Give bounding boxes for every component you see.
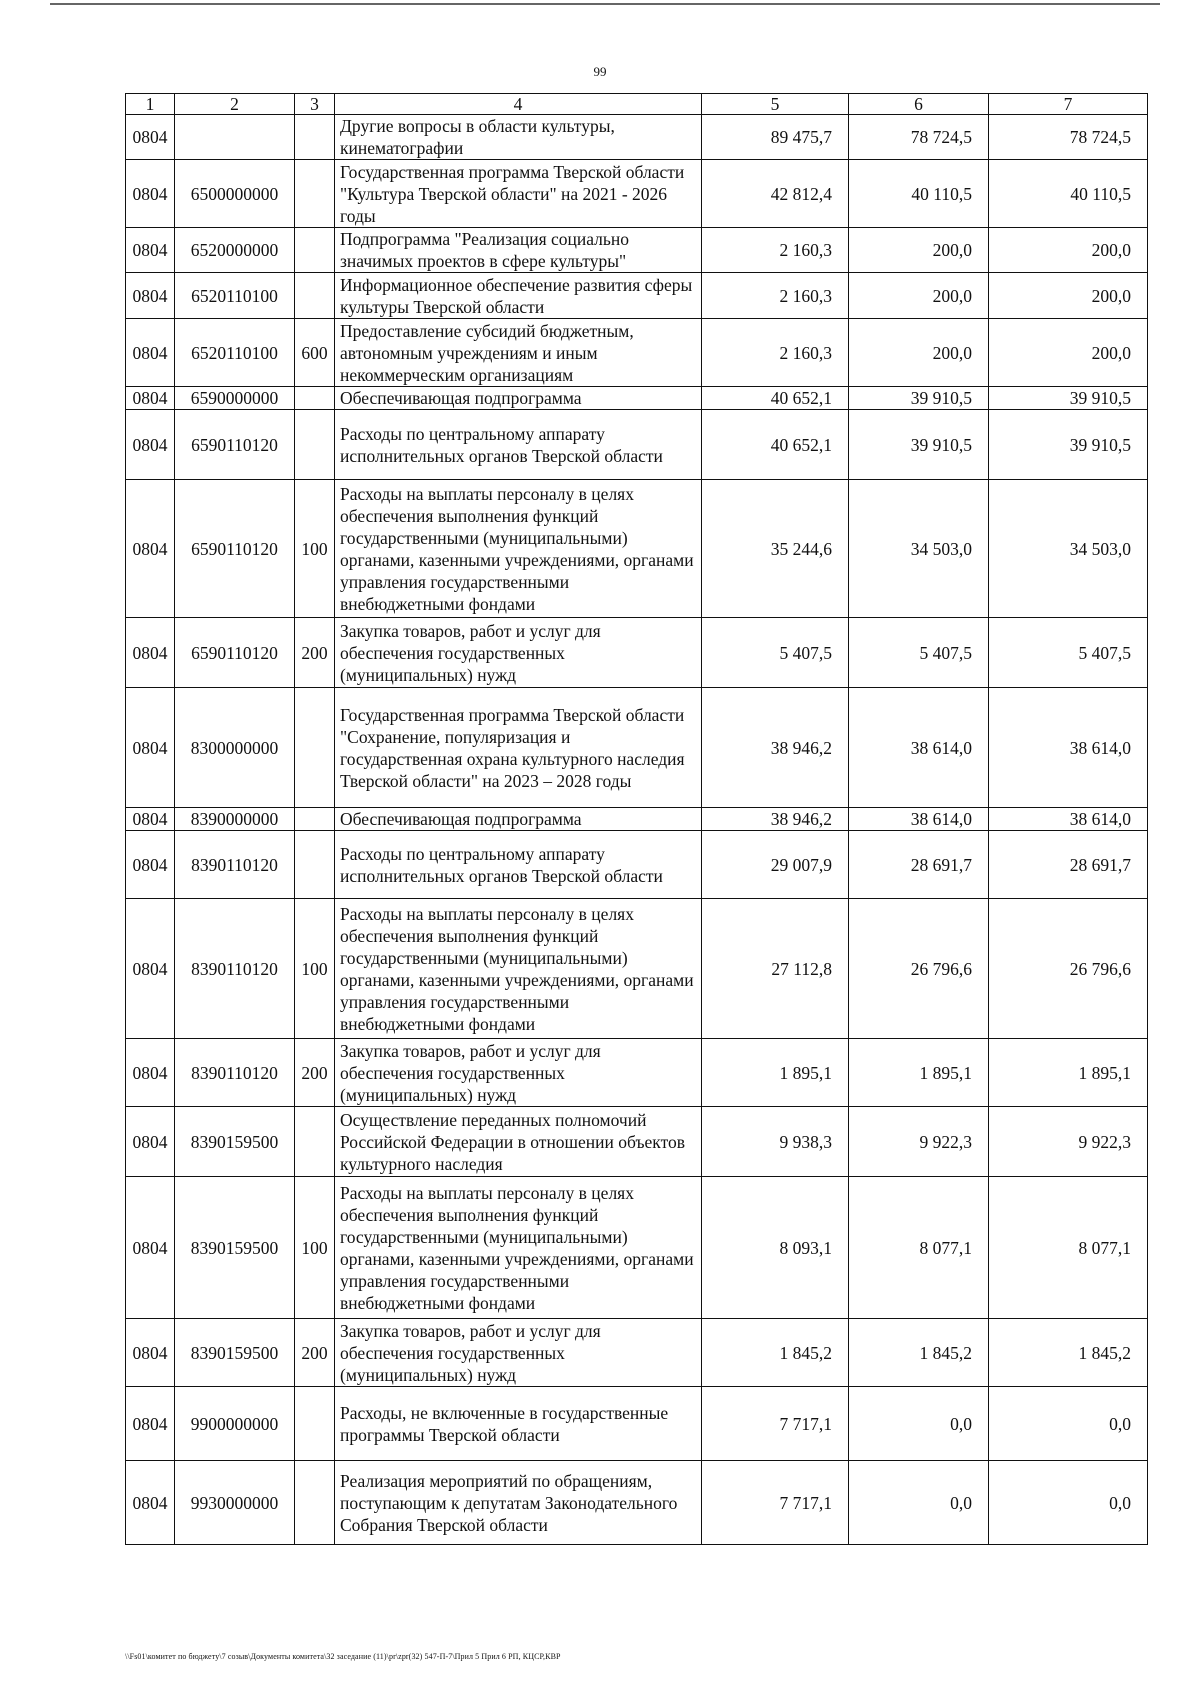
table-row [126,1177,1148,1319]
amount-col6: 1 895,1 [849,1039,989,1107]
item-name: Предоставление субсидий бюджетным, автономным учреждениям и иным некоммерческим организациям [335,319,702,387]
expense-type-code: 100 [295,1177,335,1319]
amount-col7: 40 110,5 [989,160,1148,228]
target-article-code: 6500000000 [175,160,295,228]
amount-col5: 8 093,1 [702,1177,849,1319]
section-code: 0804 [126,1461,175,1545]
file-path-footer: \\Fs01\комитет по бюджету\7 созыв\Документы комитета\32 заседание (11)\pr\zpr(32) 547-П-7\Прил 5 Прил 6 РП, КЦСР,КВР [125,1652,561,1661]
target-article-code: 8390159500 [175,1319,295,1387]
item-name: Расходы на выплаты персоналу в целях обеспечения выполнения функций государственными (муниципальными) органами, казенными учреждениями, органами управления государственными внебюджетными фондами [335,480,702,618]
amount-col5: 2 160,3 [702,228,849,273]
expense-type-code: 100 [295,899,335,1039]
amount-col5: 1 845,2 [702,1319,849,1387]
amount-col5: 29 007,9 [702,831,849,899]
target-article-code: 8390159500 [175,1177,295,1319]
section-code: 0804 [126,1107,175,1177]
amount-col6: 40 110,5 [849,160,989,228]
table-row [126,831,1148,899]
item-name: Осуществление переданных полномочий Российской Федерации в отношении объектов культурного наследия [335,1107,702,1177]
expense-type-code: 600 [295,319,335,387]
amount-col7: 39 910,5 [989,410,1148,480]
amount-col7: 9 922,3 [989,1107,1148,1177]
expense-type-code [295,831,335,899]
column-header: 1 [126,94,175,115]
table-row [126,319,1148,387]
amount-col5: 5 407,5 [702,618,849,688]
table-row [126,115,1148,160]
amount-col6: 200,0 [849,319,989,387]
table-row [126,228,1148,273]
expense-type-code [295,1387,335,1461]
item-name: Расходы по центральному аппарату исполнительных органов Тверской области [335,831,702,899]
item-name: Закупка товаров, работ и услуг для обеспечения государственных (муниципальных) нужд [335,1319,702,1387]
table-row [126,1039,1148,1107]
amount-col5: 38 946,2 [702,808,849,831]
table-row [126,618,1148,688]
section-code: 0804 [126,480,175,618]
amount-col7: 8 077,1 [989,1177,1148,1319]
amount-col7: 200,0 [989,228,1148,273]
amount-col5: 27 112,8 [702,899,849,1039]
table-row [126,1387,1148,1461]
item-name: Государственная программа Тверской области "Сохранение, популяризация и государственная охрана культурного наследия Тверской области" на 2023 – 2028 годы [335,688,702,808]
section-code: 0804 [126,899,175,1039]
expense-type-code [295,808,335,831]
amount-col6: 1 845,2 [849,1319,989,1387]
column-header: 5 [702,94,849,115]
amount-col6: 200,0 [849,228,989,273]
amount-col6: 5 407,5 [849,618,989,688]
target-article-code: 6590000000 [175,387,295,410]
target-article-code: 8390110120 [175,899,295,1039]
expense-type-code: 200 [295,1039,335,1107]
target-article-code: 8390110120 [175,1039,295,1107]
item-name: Подпрограмма "Реализация социально значимых проектов в сфере культуры" [335,228,702,273]
target-article-code: 6590110120 [175,618,295,688]
expense-type-code [295,273,335,319]
item-name: Расходы на выплаты персоналу в целях обеспечения выполнения функций государственными (муниципальными) органами, казенными учреждениями, органами управления государственными внебюджетными фондами [335,1177,702,1319]
expense-type-code [295,1107,335,1177]
amount-col7: 200,0 [989,273,1148,319]
item-name: Закупка товаров, работ и услуг для обеспечения государственных (муниципальных) нужд [335,618,702,688]
item-name: Расходы по центральному аппарату исполнительных органов Тверской области [335,410,702,480]
amount-col7: 26 796,6 [989,899,1148,1039]
amount-col6: 8 077,1 [849,1177,989,1319]
amount-col6: 200,0 [849,273,989,319]
expense-type-code [295,228,335,273]
table-row [126,1461,1148,1545]
section-code: 0804 [126,273,175,319]
expense-type-code: 200 [295,618,335,688]
section-code: 0804 [126,808,175,831]
expense-type-code [295,387,335,410]
target-article-code: 8390159500 [175,1107,295,1177]
section-code: 0804 [126,1319,175,1387]
target-article-code: 9930000000 [175,1461,295,1545]
amount-col6: 28 691,7 [849,831,989,899]
amount-col5: 9 938,3 [702,1107,849,1177]
section-code: 0804 [126,160,175,228]
amount-col7: 1 845,2 [989,1319,1148,1387]
item-name: Информационное обеспечение развития сферы культуры Тверской области [335,273,702,319]
amount-col7: 1 895,1 [989,1039,1148,1107]
section-code: 0804 [126,228,175,273]
section-code: 0804 [126,831,175,899]
expense-type-code: 200 [295,1319,335,1387]
section-code: 0804 [126,410,175,480]
target-article-code: 8390110120 [175,831,295,899]
section-code: 0804 [126,1387,175,1461]
target-article-code: 6590110120 [175,480,295,618]
amount-col7: 0,0 [989,1461,1148,1545]
target-article-code: 8300000000 [175,688,295,808]
amount-col6: 34 503,0 [849,480,989,618]
column-header: 3 [295,94,335,115]
expense-type-code [295,160,335,228]
item-name: Расходы, не включенные в государственные программы Тверской области [335,1387,702,1461]
amount-col7: 34 503,0 [989,480,1148,618]
target-article-code: 6590110120 [175,410,295,480]
amount-col7: 38 614,0 [989,808,1148,831]
column-header: 4 [335,94,702,115]
target-article-code: 8390000000 [175,808,295,831]
table-row [126,273,1148,319]
amount-col7: 38 614,0 [989,688,1148,808]
column-header: 7 [989,94,1148,115]
section-code: 0804 [126,1039,175,1107]
target-article-code: 6520000000 [175,228,295,273]
amount-col6: 0,0 [849,1387,989,1461]
item-name: Обеспечивающая подпрограмма [335,808,702,831]
amount-col6: 38 614,0 [849,688,989,808]
item-name: Расходы на выплаты персоналу в целях обеспечения выполнения функций государственными (муниципальными) органами, казенными учреждениями, органами управления государственными внебюджетными фондами [335,899,702,1039]
column-header: 6 [849,94,989,115]
table-row [126,160,1148,228]
item-name: Реализация мероприятий по обращениям, поступающим к депутатам Законодательного Собрания Тверской области [335,1461,702,1545]
budget-table [125,93,1148,1545]
column-header: 2 [175,94,295,115]
amount-col5: 7 717,1 [702,1461,849,1545]
amount-col6: 26 796,6 [849,899,989,1039]
amount-col7: 78 724,5 [989,115,1148,160]
amount-col5: 40 652,1 [702,410,849,480]
amount-col7: 0,0 [989,1387,1148,1461]
expense-type-code [295,1461,335,1545]
amount-col5: 38 946,2 [702,688,849,808]
amount-col5: 2 160,3 [702,319,849,387]
section-code: 0804 [126,319,175,387]
item-name: Государственная программа Тверской области "Культура Тверской области" на 2021 - 2026 годы [335,160,702,228]
page-number: 99 [593,64,607,79]
amount-col6: 78 724,5 [849,115,989,160]
expense-type-code: 100 [295,480,335,618]
section-code: 0804 [126,115,175,160]
amount-col5: 40 652,1 [702,387,849,410]
amount-col5: 35 244,6 [702,480,849,618]
amount-col7: 200,0 [989,319,1148,387]
table-row [126,688,1148,808]
amount-col6: 9 922,3 [849,1107,989,1177]
amount-col6: 39 910,5 [849,410,989,480]
amount-col7: 28 691,7 [989,831,1148,899]
amount-col6: 39 910,5 [849,387,989,410]
table-row [126,1107,1148,1177]
item-name: Другие вопросы в области культуры, кинематографии [335,115,702,160]
table-row [126,808,1148,831]
table-row [126,1319,1148,1387]
section-code: 0804 [126,387,175,410]
amount-col5: 2 160,3 [702,273,849,319]
amount-col6: 0,0 [849,1461,989,1545]
section-code: 0804 [126,1177,175,1319]
section-code: 0804 [126,618,175,688]
target-article-code [175,115,295,160]
table-row [126,899,1148,1039]
amount-col6: 38 614,0 [849,808,989,831]
column-number-row [126,94,1148,115]
amount-col5: 7 717,1 [702,1387,849,1461]
expense-type-code [295,115,335,160]
section-code: 0804 [126,688,175,808]
table-row [126,480,1148,618]
expense-type-code [295,410,335,480]
amount-col5: 42 812,4 [702,160,849,228]
expense-type-code [295,688,335,808]
amount-col7: 5 407,5 [989,618,1148,688]
amount-col5: 1 895,1 [702,1039,849,1107]
target-article-code: 6520110100 [175,319,295,387]
item-name: Обеспечивающая подпрограмма [335,387,702,410]
amount-col7: 39 910,5 [989,387,1148,410]
amount-col5: 89 475,7 [702,115,849,160]
target-article-code: 9900000000 [175,1387,295,1461]
scan-edge-line [50,3,1160,5]
table-row [126,410,1148,480]
target-article-code: 6520110100 [175,273,295,319]
item-name: Закупка товаров, работ и услуг для обеспечения государственных (муниципальных) нужд [335,1039,702,1107]
table-row [126,387,1148,410]
